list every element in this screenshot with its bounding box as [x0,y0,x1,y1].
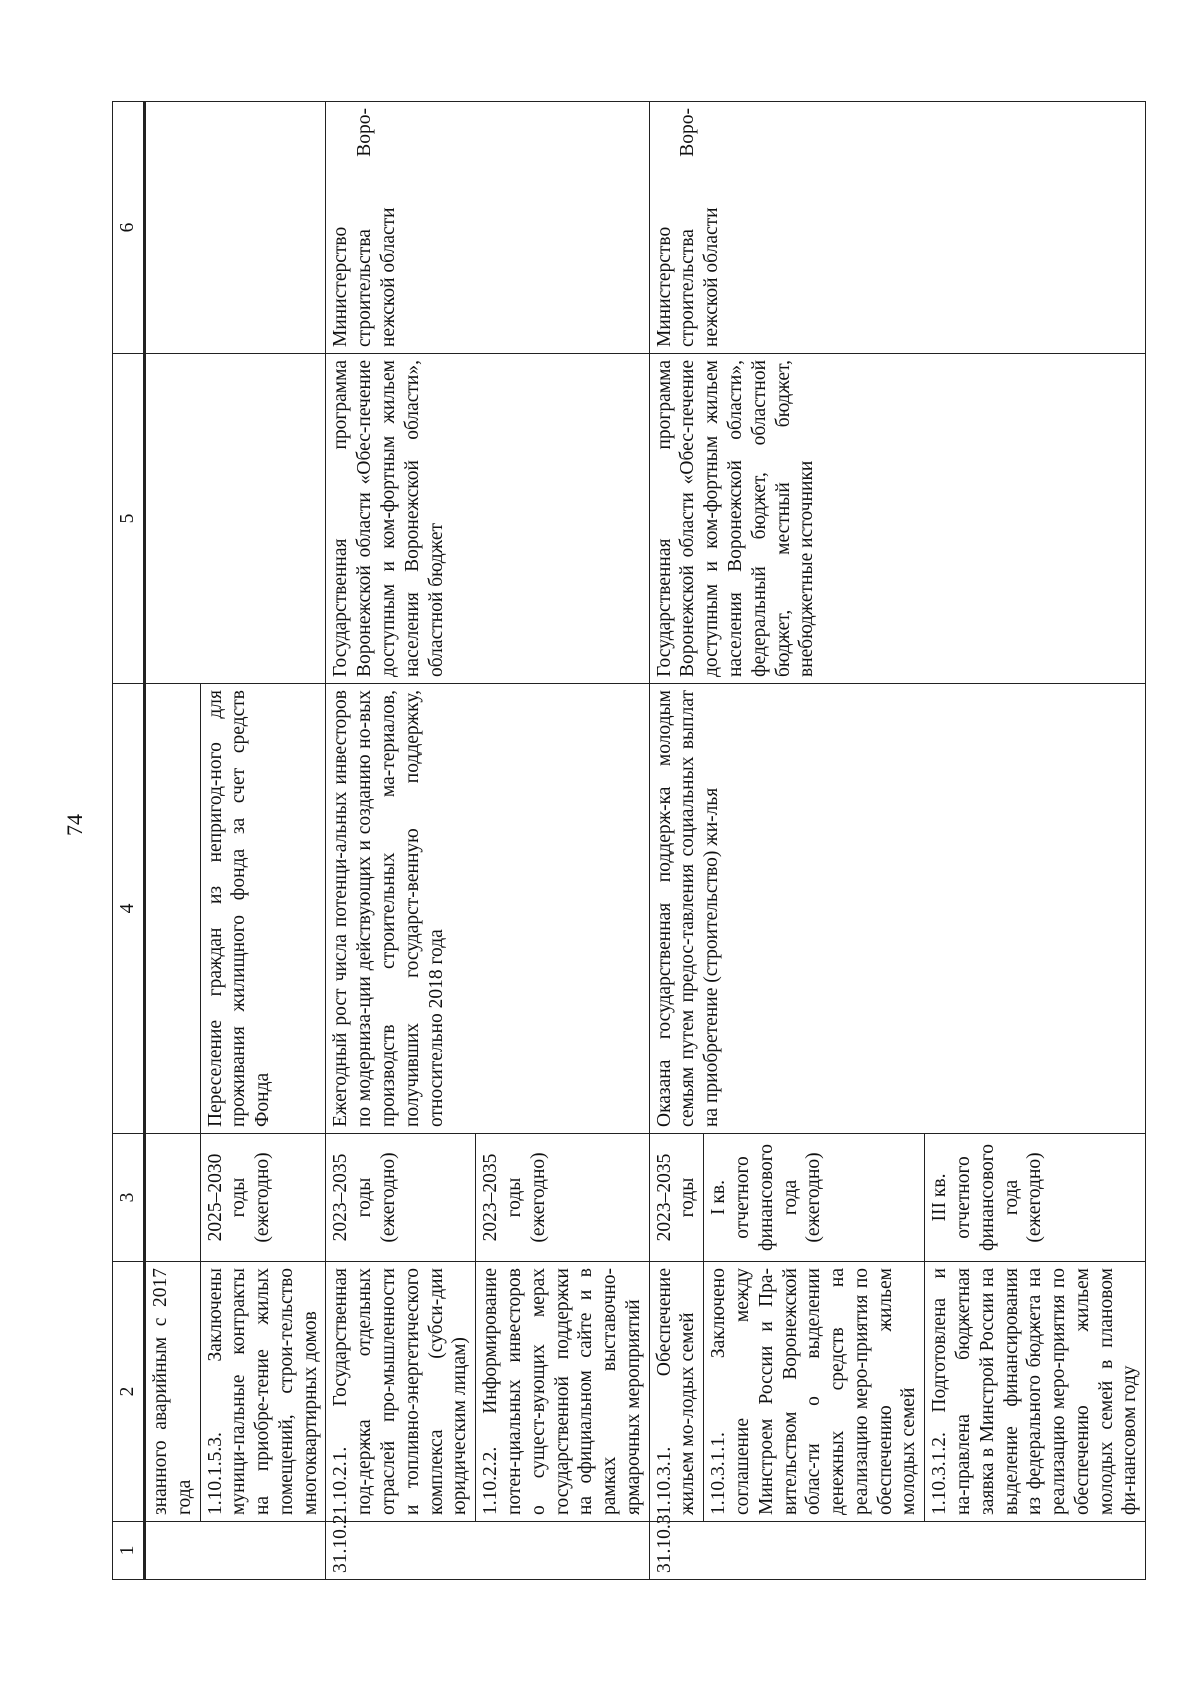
header-row [113,102,145,1580]
table-row [649,102,704,1580]
row-number-cell: 31.10.2 [326,1522,649,1580]
header-cell: 1 [113,1522,145,1580]
term-cell: I кв. отчетного финансового года (ежегодно) [704,1134,925,1262]
measure-cell: 1.10.2.2. Информирование потен-циальных инвесторов о сущест-вующих мерах государственной поддержки на официальном сайте и в рамках выставочно-ярмарочных мероприятий [476,1262,649,1522]
table-row [145,102,201,1580]
result-cell: Ежегодный рост числа потенци-альных инвесторов по модерниза-ции действующих и созданию но-вых производств строительных ма-териалов, получивших государст-венную поддержку, относительно 2018 года [326,684,649,1134]
measures-table [112,101,1146,1580]
measure-cell: 1.10.3.1.1. Заключено соглашение между Минстроем России и Пра-вительством Воронежской облас-ти о выделении денежных средств на реализацию меро-приятия по обеспечению жильем молодых семей [704,1262,925,1522]
measure-cell: знанного аварийным с 2017 года [145,1262,201,1522]
header-cell: 4 [113,684,145,1134]
measure-cell: 1.10.3.1. Обеспечение жильем мо-лодых семей [649,1262,704,1522]
header-cell: 2 [113,1262,145,1522]
executor-cell: Министерство строительства Воро-нежской области [326,102,649,354]
measure-cell: 1.10.2.1. Государственная под-держка отдельных отраслей про-мышленности и топливно-энергетического комплекса (субси-дии юридическим лицам) [326,1262,476,1522]
header-cell: 6 [113,102,145,354]
term-cell: 2023–2035 годы (ежегодно) [326,1134,476,1262]
term-cell: 2023–2035 годы [649,1134,704,1262]
term-cell: 2025–2030 годы (ежегодно) [200,1134,326,1262]
executor-cell [145,102,326,354]
term-cell: 2023–2035 годы (ежегодно) [476,1134,649,1262]
source-cell [145,354,326,684]
table-row [326,102,476,1580]
measure-cell: 1.10.1.5.3. Заключены муници-пальные контракты на приобре-тение жилых помещений, строи-тельство многоквартирных домов [200,1262,326,1522]
executor-cell: Министерство строительства Воро-нежской области [649,102,1146,354]
result-cell: Переселение граждан из непригод-ного для проживания жилищного фонда за счет средств Фонда [200,684,326,1134]
header-cell: 3 [113,1134,145,1262]
header-cell: 5 [113,354,145,684]
source-cell: Государственная программа Воронежской области «Обес-печение доступным и ком-фортным жильем населения Воронежской области», областной бюджет [326,354,649,684]
source-cell: Государственная программа Воронежской области «Обес-печение доступным и ком-фортным жильем населения Воронежской области», федеральный бюджет, областной бюджет, местный бюджет, внебюджетные источники [649,354,1146,684]
page-number: 74 [62,814,87,836]
row-number-cell [145,1522,326,1580]
row-number-cell: 31.10.3 [649,1522,1146,1580]
result-cell [145,684,201,1134]
rotated-page [112,102,1141,1580]
term-cell [145,1134,201,1262]
result-cell: Оказана государственная поддерж-ка молодым семьям путем предос-тавления социальных выплат на приобретение (строительство) жи-лья [649,684,1146,1134]
term-cell: III кв. отчетного финансового года (ежегодно) [925,1134,1146,1262]
measure-cell: 1.10.3.1.2. Подготовлена и на-правлена бюджетная заявка в Минстрой России на выделение финансирования из федерального бюджета на реализацию меро-приятия по обеспечению жильем молодых семей в плановом фи-нансовом году [925,1262,1146,1522]
